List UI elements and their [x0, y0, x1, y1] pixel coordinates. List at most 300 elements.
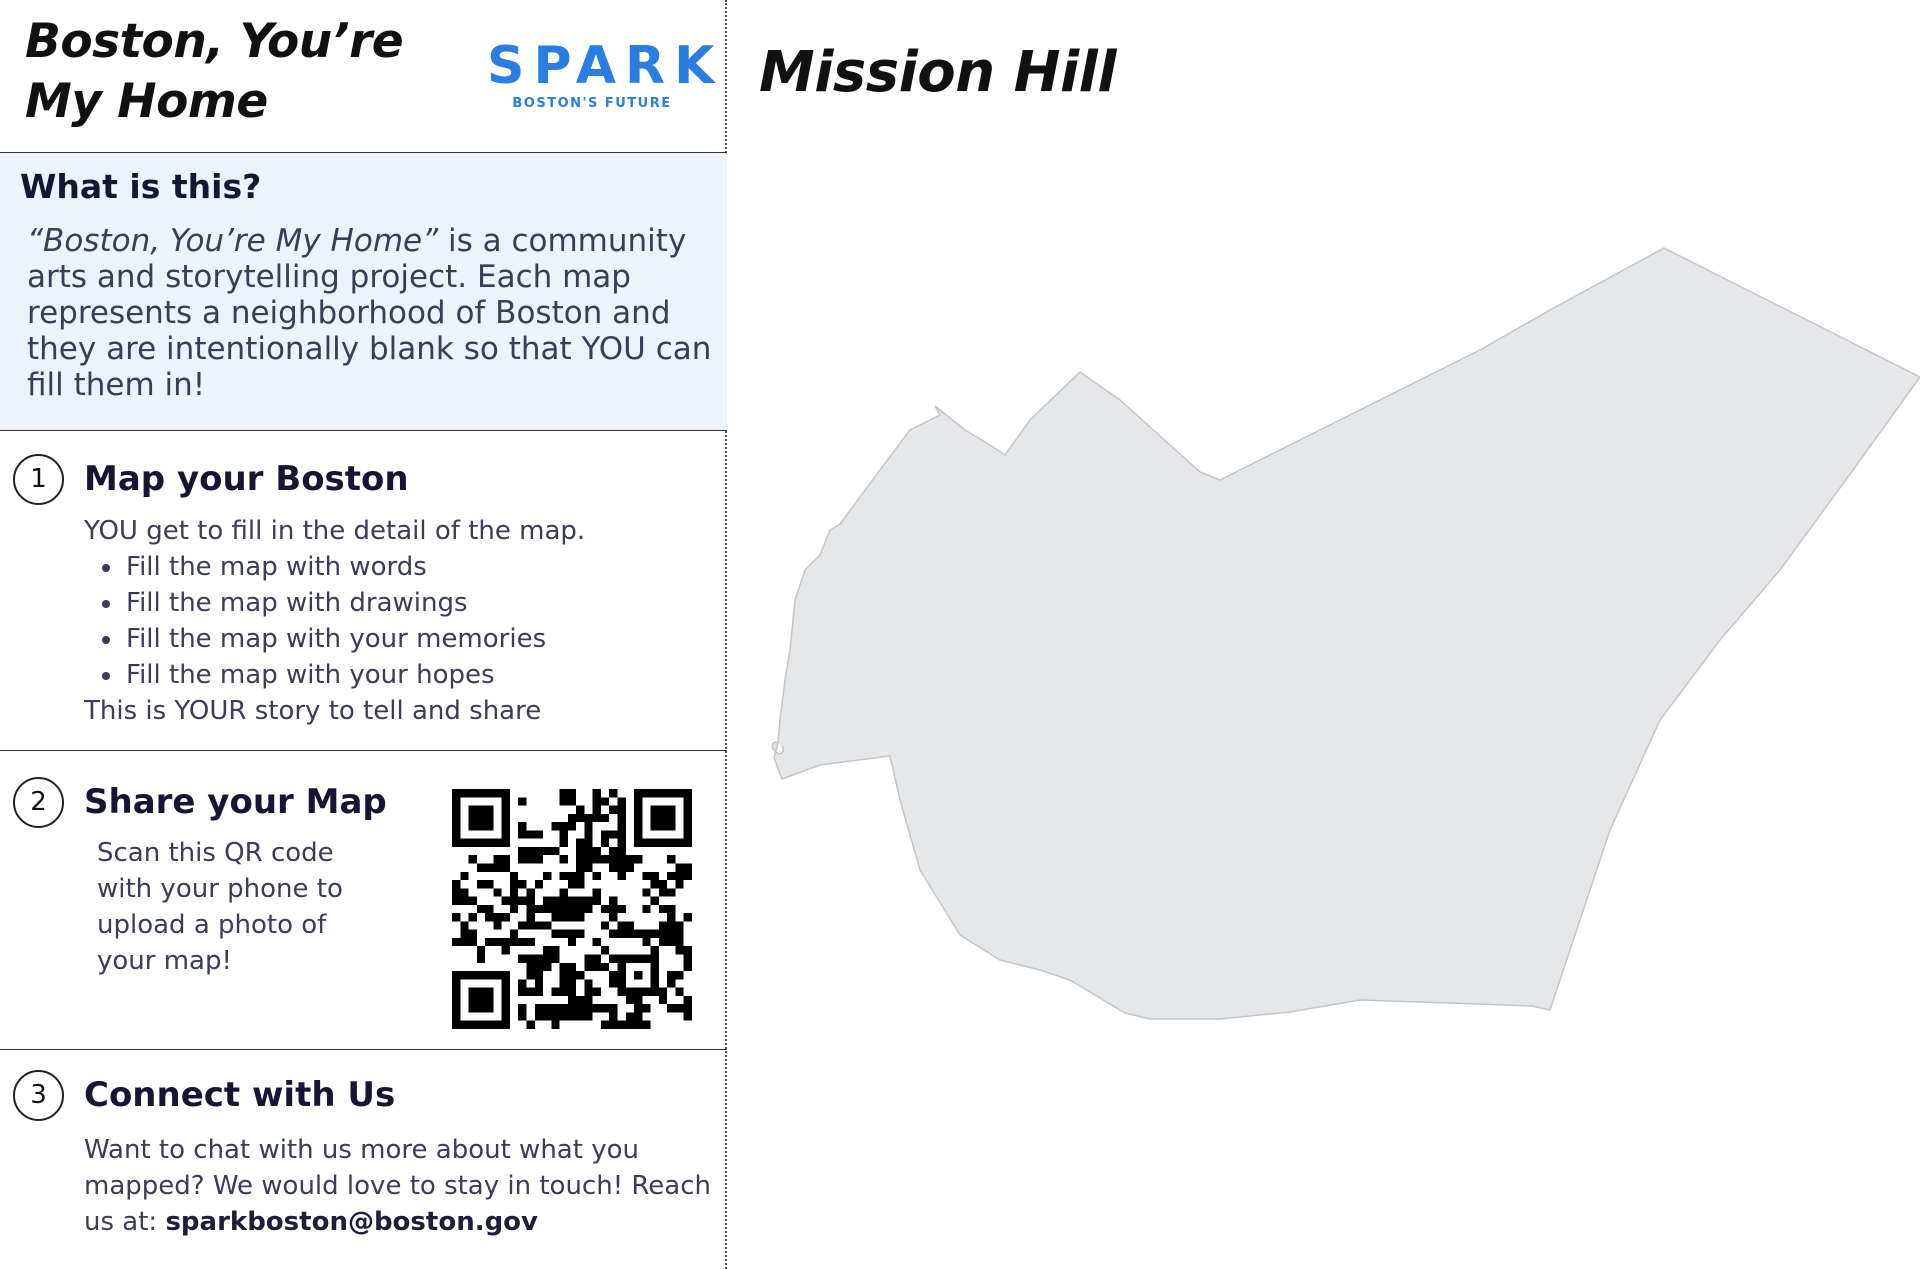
- map-title: Mission Hill: [759, 40, 1117, 105]
- qr-module: [634, 1012, 642, 1020]
- qr-module: [626, 921, 634, 929]
- qr-module: [576, 1012, 584, 1020]
- qr-module: [452, 897, 460, 905]
- qr-module: [535, 1004, 543, 1012]
- qr-module: [452, 888, 460, 896]
- qr-module: [618, 1021, 626, 1029]
- qr-module: [601, 1004, 609, 1012]
- qr-module: [634, 830, 642, 838]
- scan-instructions: Scan this QR code with your phone to upload a photo of your map!: [97, 838, 343, 976]
- qr-module: [568, 996, 576, 1004]
- qr-module: [609, 905, 617, 913]
- qr-module: [593, 1004, 601, 1012]
- qr-module: [477, 806, 485, 814]
- qr-module: [510, 888, 518, 896]
- qr-module: [675, 872, 683, 880]
- qr-module: [609, 789, 617, 797]
- qr-module: [659, 930, 667, 938]
- qr-module: [667, 979, 675, 987]
- qr-module: [452, 789, 460, 797]
- qr-module: [576, 863, 584, 871]
- qr-module: [518, 830, 526, 838]
- step-title: Map your Boston: [84, 459, 409, 499]
- qr-module: [593, 938, 601, 946]
- qr-module: [659, 905, 667, 913]
- qr-module: [469, 1021, 477, 1029]
- qr-module: [543, 946, 551, 954]
- qr-module: [518, 1012, 526, 1020]
- qr-module: [502, 1012, 510, 1020]
- qr-module: [535, 988, 543, 996]
- qr-module: [659, 789, 667, 797]
- qr-module: [651, 872, 659, 880]
- qr-module: [584, 955, 592, 963]
- project-title-line1: Boston, You’re: [25, 14, 404, 69]
- qr-module: [609, 1012, 617, 1020]
- qr-module: [551, 930, 559, 938]
- qr-module: [609, 955, 617, 963]
- qr-module: [452, 979, 460, 987]
- qr-module: [684, 822, 692, 830]
- list-item: Fill the map with drawings: [84, 585, 546, 621]
- qr-module: [535, 855, 543, 863]
- qr-module: [618, 797, 626, 805]
- qr-module: [485, 1004, 493, 1012]
- project-title: [25, 12, 403, 132]
- qr-module: [618, 839, 626, 847]
- qr-module: [609, 1021, 617, 1029]
- qr-module: [477, 1004, 485, 1012]
- qr-module: [568, 963, 576, 971]
- qr-module: [518, 897, 526, 905]
- qr-module: [684, 963, 692, 971]
- qr-module: [551, 905, 559, 913]
- qr-module: [485, 938, 493, 946]
- qr-module: [568, 913, 576, 921]
- qr-module: [684, 814, 692, 822]
- qr-module: [568, 814, 576, 822]
- qr-module: [543, 963, 551, 971]
- qr-module: [560, 979, 568, 987]
- qr-module: [675, 971, 683, 979]
- qr-module: [452, 880, 460, 888]
- qr-module: [460, 872, 468, 880]
- list-item: Fill the map with words: [84, 549, 546, 585]
- qr-module: [568, 822, 576, 830]
- qr-module: [601, 839, 609, 847]
- qr-module: [568, 905, 576, 913]
- qr-code-icon[interactable]: [452, 789, 692, 1029]
- qr-module: [502, 814, 510, 822]
- qr-module: [576, 913, 584, 921]
- description-text: is a community arts and storytelling project. Each map represents a neighborhood of Boston and they are intentionally blank so that YOU can fill them in!: [27, 223, 712, 403]
- qr-module: [593, 806, 601, 814]
- qr-module: [675, 988, 683, 996]
- connect-text: [84, 1132, 714, 1240]
- qr-module: [452, 988, 460, 996]
- qr-module: [502, 1021, 510, 1029]
- qr-module: [659, 888, 667, 896]
- qr-module: [667, 971, 675, 979]
- qr-module: [535, 963, 543, 971]
- qr-module: [477, 880, 485, 888]
- qr-module: [675, 938, 683, 946]
- qr-module: [502, 996, 510, 1004]
- qr-module: [493, 863, 501, 871]
- qr-module: [642, 905, 650, 913]
- qr-module: [469, 1004, 477, 1012]
- qr-module: [576, 1004, 584, 1012]
- qr-module: [493, 913, 501, 921]
- qr-module: [584, 1012, 592, 1020]
- qr-module: [584, 996, 592, 1004]
- qr-module: [593, 955, 601, 963]
- qr-module: [543, 955, 551, 963]
- qr-module: [526, 921, 534, 929]
- qr-module: [452, 822, 460, 830]
- qr-module: [493, 938, 501, 946]
- qr-module: [477, 822, 485, 830]
- qr-module: [651, 946, 659, 954]
- qr-module: [626, 955, 634, 963]
- qr-module: [560, 971, 568, 979]
- qr-module: [560, 839, 568, 847]
- qr-module: [485, 880, 493, 888]
- qr-module: [485, 863, 493, 871]
- qr-module: [609, 1004, 617, 1012]
- qr-module: [651, 897, 659, 905]
- qr-module: [684, 913, 692, 921]
- qr-module: [477, 971, 485, 979]
- qr-module: [618, 863, 626, 871]
- qr-module: [651, 806, 659, 814]
- qr-module: [535, 955, 543, 963]
- qr-module: [560, 930, 568, 938]
- qr-module: [560, 872, 568, 880]
- qr-module: [560, 1012, 568, 1020]
- qr-module: [667, 930, 675, 938]
- qr-module: [626, 996, 634, 1004]
- qr-module: [502, 897, 510, 905]
- qr-module: [551, 847, 559, 855]
- qr-module: [675, 930, 683, 938]
- qr-module: [502, 1004, 510, 1012]
- qr-module: [593, 888, 601, 896]
- qr-module: [510, 938, 518, 946]
- qr-module: [568, 971, 576, 979]
- qr-module: [560, 897, 568, 905]
- qr-module: [452, 1021, 460, 1029]
- qr-module: [568, 979, 576, 987]
- qr-module: [502, 797, 510, 805]
- qr-module: [477, 905, 485, 913]
- qr-module: [651, 789, 659, 797]
- qr-module: [452, 1004, 460, 1012]
- qr-module: [626, 1021, 634, 1029]
- qr-module: [510, 930, 518, 938]
- qr-module: [576, 930, 584, 938]
- qr-module: [518, 955, 526, 963]
- qr-module: [576, 872, 584, 880]
- qr-module: [593, 963, 601, 971]
- qr-module: [560, 789, 568, 797]
- qr-module: [460, 938, 468, 946]
- qr-module: [551, 897, 559, 905]
- qr-module: [576, 905, 584, 913]
- qr-module: [493, 971, 501, 979]
- qr-module: [659, 996, 667, 1004]
- qr-module: [535, 880, 543, 888]
- qr-module: [568, 897, 576, 905]
- qr-module: [543, 1004, 551, 1012]
- qr-module: [485, 913, 493, 921]
- qr-module: [502, 789, 510, 797]
- qr-module: [551, 1021, 559, 1029]
- qr-module: [576, 806, 584, 814]
- qr-module: [618, 830, 626, 838]
- qr-module: [667, 1004, 675, 1012]
- qr-module: [477, 839, 485, 847]
- qr-module: [477, 955, 485, 963]
- qr-module: [667, 822, 675, 830]
- qr-module: [452, 830, 460, 838]
- qr-module: [659, 814, 667, 822]
- qr-module: [518, 880, 526, 888]
- qr-module: [460, 930, 468, 938]
- qr-module: [485, 789, 493, 797]
- qr-module: [626, 863, 634, 871]
- bullet-list: [84, 549, 546, 693]
- qr-module: [675, 946, 683, 954]
- qr-module: [526, 830, 534, 838]
- qr-module: [667, 938, 675, 946]
- qr-module: [543, 1012, 551, 1020]
- qr-module: [684, 946, 692, 954]
- qr-module: [651, 979, 659, 987]
- qr-module: [601, 921, 609, 929]
- qr-module: [609, 897, 617, 905]
- qr-module: [485, 996, 493, 1004]
- qr-module: [452, 806, 460, 814]
- qr-module: [601, 963, 609, 971]
- qr-module: [469, 996, 477, 1004]
- qr-module: [634, 806, 642, 814]
- qr-module: [634, 930, 642, 938]
- qr-module: [642, 888, 650, 896]
- qr-module: [593, 797, 601, 805]
- qr-module: [477, 988, 485, 996]
- qr-module: [609, 855, 617, 863]
- qr-module: [684, 806, 692, 814]
- qr-module: [469, 988, 477, 996]
- project-title-line2: My Home: [25, 74, 268, 129]
- qr-module: [502, 946, 510, 954]
- qr-module: [560, 830, 568, 838]
- step-share-your-map: [0, 751, 727, 1050]
- qr-module: [526, 988, 534, 996]
- qr-module: [659, 938, 667, 946]
- qr-module: [452, 996, 460, 1004]
- qr-module: [601, 905, 609, 913]
- qr-module: [560, 822, 568, 830]
- qr-module: [659, 839, 667, 847]
- qr-module: [485, 806, 493, 814]
- qr-module: [634, 797, 642, 805]
- qr-module: [460, 839, 468, 847]
- qr-module: [526, 905, 534, 913]
- qr-module: [601, 855, 609, 863]
- qr-module: [642, 938, 650, 946]
- qr-module: [667, 855, 675, 863]
- qr-module: [667, 789, 675, 797]
- qr-module: [651, 988, 659, 996]
- qr-module: [576, 814, 584, 822]
- qr-module: [485, 822, 493, 830]
- qr-module: [560, 963, 568, 971]
- qr-module: [576, 897, 584, 905]
- neighborhood-map[interactable]: [729, 0, 1920, 1269]
- qr-module: [609, 971, 617, 979]
- qr-module: [626, 930, 634, 938]
- qr-module: [667, 888, 675, 896]
- qr-module: [568, 880, 576, 888]
- step-title: Share your Map: [84, 782, 387, 822]
- step-outro: This is YOUR story to tell and share: [84, 696, 542, 726]
- qr-module: [618, 921, 626, 929]
- qr-module: [526, 963, 534, 971]
- qr-module: [576, 880, 584, 888]
- qr-module: [601, 1021, 609, 1029]
- qr-module: [485, 905, 493, 913]
- qr-module: [502, 863, 510, 871]
- qr-module: [477, 814, 485, 822]
- qr-module: [535, 1012, 543, 1020]
- qr-module: [469, 789, 477, 797]
- qr-module: [460, 789, 468, 797]
- qr-module: [651, 963, 659, 971]
- qr-module: [584, 988, 592, 996]
- step-intro: YOU get to fill in the detail of the map.: [84, 516, 586, 546]
- qr-module: [634, 971, 642, 979]
- qr-module: [460, 897, 468, 905]
- qr-module: [684, 797, 692, 805]
- qr-module: [618, 988, 626, 996]
- step-title: Connect with Us: [84, 1075, 396, 1115]
- step-number-badge: 3: [13, 1070, 64, 1121]
- qr-module: [568, 797, 576, 805]
- qr-module: [684, 996, 692, 1004]
- qr-module: [460, 921, 468, 929]
- qr-module: [584, 839, 592, 847]
- qr-module: [642, 839, 650, 847]
- qr-module: [518, 988, 526, 996]
- qr-module: [477, 996, 485, 1004]
- qr-module: [601, 830, 609, 838]
- qr-module: [684, 1004, 692, 1012]
- qr-module: [485, 814, 493, 822]
- qr-module: [584, 822, 592, 830]
- qr-module: [642, 988, 650, 996]
- qr-module: [576, 855, 584, 863]
- qr-module: [675, 789, 683, 797]
- qr-module: [667, 921, 675, 929]
- qr-module: [618, 979, 626, 987]
- qr-module: [502, 839, 510, 847]
- what-is-this-description: [27, 223, 717, 403]
- qr-module: [502, 938, 510, 946]
- qr-module: [651, 971, 659, 979]
- qr-module: [568, 1004, 576, 1012]
- qr-module: [618, 822, 626, 830]
- qr-module: [593, 814, 601, 822]
- connect-message: Want to chat with us more about what you mapped? We would love to stay in touch! Reach us at:: [84, 1135, 711, 1237]
- qr-module: [535, 971, 543, 979]
- qr-module: [469, 839, 477, 847]
- qr-module: [609, 930, 617, 938]
- qr-module: [452, 797, 460, 805]
- qr-module: [526, 938, 534, 946]
- qr-module: [469, 913, 477, 921]
- qr-module: [675, 921, 683, 929]
- qr-module: [560, 988, 568, 996]
- contact-email-link[interactable]: sparkboston@boston.gov: [165, 1207, 538, 1237]
- qr-module: [560, 905, 568, 913]
- qr-module: [568, 930, 576, 938]
- qr-module: [493, 839, 501, 847]
- spark-logo: [478, 36, 724, 112]
- qr-module: [518, 822, 526, 830]
- logo-word: SPARK: [487, 36, 724, 96]
- qr-module: [452, 1012, 460, 1020]
- qr-module: [609, 847, 617, 855]
- qr-module: [469, 971, 477, 979]
- mission-hill-outline[interactable]: [772, 248, 1920, 1019]
- qr-module: [659, 921, 667, 929]
- qr-module: [543, 897, 551, 905]
- qr-module: [601, 946, 609, 954]
- qr-module: [634, 988, 642, 996]
- qr-module: [526, 855, 534, 863]
- qr-module: [634, 814, 642, 822]
- qr-module: [618, 963, 626, 971]
- qr-module: [667, 806, 675, 814]
- qr-module: [659, 988, 667, 996]
- qr-module: [493, 888, 501, 896]
- qr-module: [568, 1012, 576, 1020]
- qr-module: [560, 855, 568, 863]
- qr-module: [667, 913, 675, 921]
- qr-module: [510, 897, 518, 905]
- qr-module: [634, 822, 642, 830]
- qr-module: [460, 971, 468, 979]
- qr-module: [485, 988, 493, 996]
- qr-module: [618, 930, 626, 938]
- qr-module: [634, 996, 642, 1004]
- qr-module: [535, 847, 543, 855]
- qr-module: [584, 897, 592, 905]
- qr-module: [659, 880, 667, 888]
- qr-module: [477, 863, 485, 871]
- qr-module: [526, 955, 534, 963]
- qr-module: [518, 847, 526, 855]
- qr-module: [510, 905, 518, 913]
- qr-module: [560, 913, 568, 921]
- list-item: Fill the map with your hopes: [84, 657, 546, 693]
- qr-module: [642, 955, 650, 963]
- qr-module: [502, 830, 510, 838]
- qr-module: [659, 822, 667, 830]
- qr-module: [651, 880, 659, 888]
